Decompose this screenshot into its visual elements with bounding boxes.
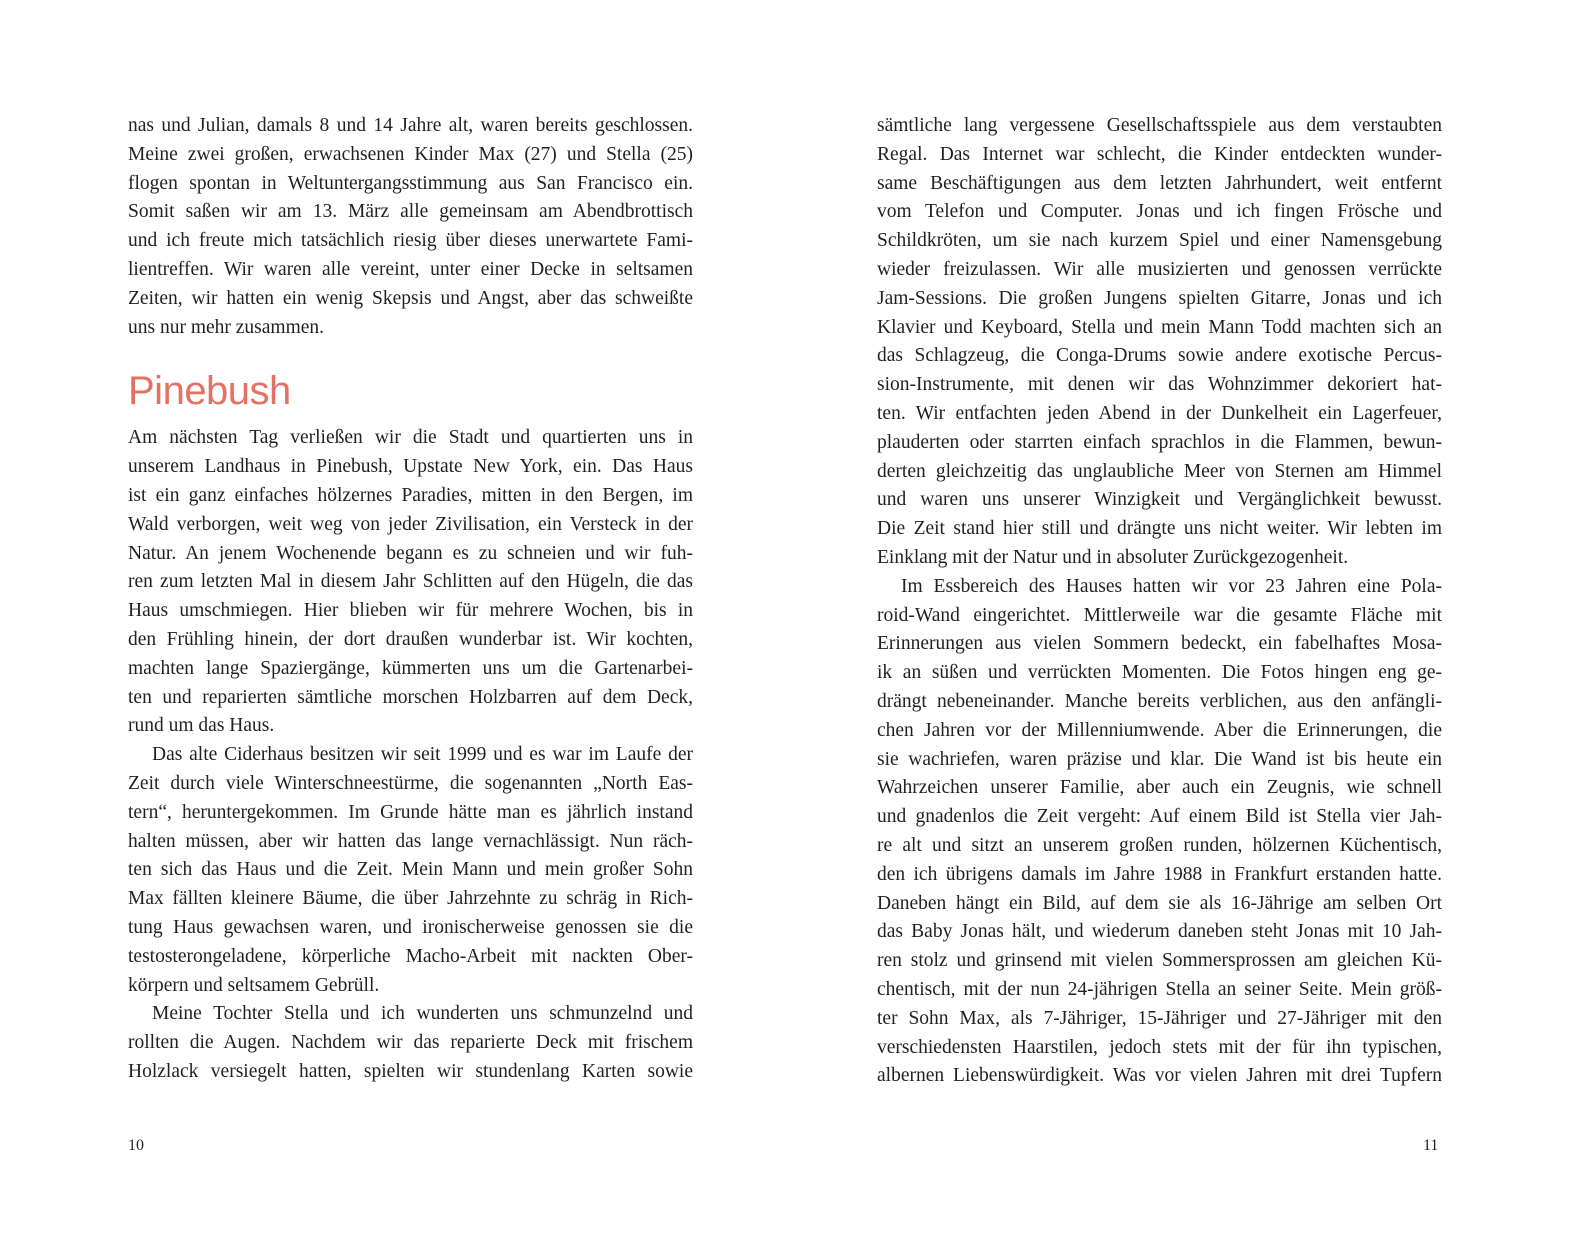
paragraph-stella bbox=[128, 1000, 693, 1086]
section-heading: Pinebush bbox=[128, 369, 291, 414]
paragraph-games bbox=[877, 112, 1442, 573]
text-line: Das alte Ciderhaus besitzen wir seit 1999 und es war im Laufe der bbox=[152, 744, 693, 766]
text-line: Zeit durch viele Winterschneestürme, die sogenannten „North Eas- bbox=[128, 772, 693, 794]
text-line: Jam-Sessions. Die großen Jungens spielten Gitarre, Jonas und ich bbox=[877, 287, 1442, 309]
text-line: uns nur mehr zusammen. bbox=[128, 316, 325, 338]
text-line: Am nächsten Tag verließen wir die Stadt und quartierten uns in bbox=[128, 427, 693, 449]
text-line: lientreffen. Wir waren alle vereint, unter einer Decke in seltsamen bbox=[128, 258, 693, 280]
text-line: ist ein ganz einfaches hölzernes Paradies, mitten in den Bergen, im bbox=[128, 484, 693, 506]
text-line: Meine Tochter Stella und ich wunderten uns schmunzelnd und bbox=[152, 1003, 693, 1025]
text-line: Meine zwei großen, erwachsenen Kinder Max (27) und Stella (25) bbox=[128, 143, 693, 165]
text-line: Klavier und Keyboard, Stella und mein Mann Todd machten sich an bbox=[877, 316, 1442, 338]
text-line: sion-Instrumente, mit denen wir das Wohnzimmer dekoriert hat- bbox=[877, 374, 1442, 396]
text-line: ten und reparierten sämtliche morschen Holzbarren auf dem Deck, bbox=[128, 686, 693, 708]
text-line: Zeiten, wir hatten ein wenig Skepsis und Angst, aber das schweißte bbox=[128, 287, 693, 309]
text-line: drängt nebeneinander. Manche bereits verblichen, aus den anfängli- bbox=[877, 690, 1442, 712]
text-line: chen Jahren vor der Millenniumwende. Aber die Erinnerungen, die bbox=[877, 719, 1442, 741]
text-line: wieder freizulassen. Wir alle musizierten und genossen verrückte bbox=[877, 258, 1442, 280]
text-line: ren zum letzten Mal in diesem Jahr Schlitten auf den Hügeln, die das bbox=[128, 571, 693, 593]
text-line: Einklang mit der Natur und in absoluter Zurückgezogenheit. bbox=[877, 546, 1349, 568]
intro-paragraph bbox=[128, 112, 693, 342]
text-line: und waren uns unserer Winzigkeit und Vergänglichkeit bewusst. bbox=[877, 489, 1442, 511]
text-line: körpern und seltsamem Gebrüll. bbox=[128, 974, 380, 996]
text-line: re alt und sitzt an unserem großen runden, hölzernen Küchentisch, bbox=[877, 834, 1442, 856]
text-line: nas und Julian, damals 8 und 14 Jahre alt, waren bereits geschlossen. bbox=[128, 115, 693, 136]
text-line: verschiedensten Haarstilen, jedoch stets mit der für ihn typischen, bbox=[877, 1036, 1442, 1058]
text-line: halten müssen, aber wir hatten das lange vernachlässigt. Nun räch- bbox=[128, 830, 693, 852]
text-line: und ich freute mich tatsächlich riesig über dieses unerwartete Fami- bbox=[128, 230, 693, 252]
text-line: Im Essbereich des Hauses hatten wir vor 23 Jahren eine Pola- bbox=[901, 575, 1442, 597]
paragraph-polaroid-wall bbox=[877, 573, 1442, 1091]
text-line: flogen spontan in Weltuntergangsstimmung aus San Francisco ein. bbox=[128, 172, 693, 194]
text-line: ten sich das Haus und die Zeit. Mein Mann und mein großer Sohn bbox=[128, 859, 693, 881]
text-line: Max fällten kleinere Bäume, die über Jahrzehnte zu schräg in Rich- bbox=[128, 888, 693, 910]
text-line: derten gleichzeitig das unglaubliche Meer von Sternen am Himmel bbox=[877, 460, 1442, 482]
text-line: ter Sohn Max, als 7-Jähriger, 15-Jähriger und 27-Jähriger mit den bbox=[877, 1007, 1442, 1029]
text-line: Wahrzeichen unserer Familie, aber auch ein Zeugnis, wie schnell bbox=[877, 777, 1442, 799]
text-line: Natur. An jenem Wochenende begann es zu schneien und wir fuh- bbox=[128, 542, 693, 564]
text-line: ren stolz und grinsend mit vielen Sommersprossen am gleichen Kü- bbox=[877, 950, 1442, 972]
text-line: Somit saßen wir am 13. März alle gemeinsam am Abendbrottisch bbox=[128, 201, 693, 223]
text-line: Schildkröten, um sie nach kurzem Spiel und einer Namensgebung bbox=[877, 230, 1442, 252]
text-line: und gnadenlos die Zeit vergeht: Auf einem Bild ist Stella vier Jah- bbox=[877, 806, 1442, 828]
text-line: Holzlack versiegelt hatten, spielten wir stundenlang Karten sowie bbox=[128, 1060, 693, 1082]
text-line: den Frühling hinein, der dort draußen wunderbar ist. Wir kochten, bbox=[128, 628, 693, 650]
text-line: testosterongeladene, körperliche Macho-Arbeit mit nackten Ober- bbox=[128, 945, 693, 967]
text-line: Erinnerungen aus vielen Sommern bedeckt, ein fabelhaftes Mosa- bbox=[877, 633, 1442, 655]
text-line: Die Zeit stand hier still und drängte uns nicht weiter. Wir lebten im bbox=[877, 518, 1442, 540]
text-line: tern“, heruntergekommen. Im Grunde hätte man es jährlich instand bbox=[128, 801, 693, 823]
text-line: chentisch, mit der nun 24-jährigen Stella an seiner Seite. Mein größ- bbox=[877, 978, 1442, 1000]
text-line: Wald verborgen, weit weg von jeder Zivilisation, ein Versteck in der bbox=[128, 513, 693, 535]
right-page-text bbox=[877, 112, 1442, 1091]
page-number-left: 10 bbox=[128, 1137, 144, 1154]
text-line: den ich übrigens damals im Jahre 1988 in Frankfurt erstanden hatte. bbox=[877, 863, 1442, 885]
left-page-text bbox=[128, 112, 693, 1087]
text-line: vom Telefon und Computer. Jonas und ich fingen Frösche und bbox=[877, 201, 1442, 223]
text-line: Haus umschmiegen. Hier blieben wir für mehrere Wochen, bis in bbox=[128, 600, 693, 622]
text-line: Daneben hängt ein Bild, auf dem sie als 16-Jährige am selben Ort bbox=[877, 892, 1442, 914]
page-number-right: 11 bbox=[1423, 1137, 1439, 1154]
text-line: das Baby Jonas hält, und wiederum daneben steht Jonas mit 10 Jah- bbox=[877, 921, 1442, 943]
text-line: roid-Wand eingerichtet. Mittlerweile war die gesamte Fläche mit bbox=[877, 604, 1442, 626]
paragraph-ciderhaus bbox=[128, 741, 693, 1000]
text-line: unserem Landhaus in Pinebush, Upstate New York, ein. Das Haus bbox=[128, 456, 693, 478]
text-line: Regal. Das Internet war schlecht, die Kinder entdeckten wunder- bbox=[877, 143, 1442, 165]
text-line: same Beschäftigungen aus dem letzten Jahrhundert, weit entfernt bbox=[877, 172, 1442, 194]
text-line: das Schlagzeug, die Conga-Drums sowie andere exotische Percus- bbox=[877, 345, 1442, 367]
text-line: sämtliche lang vergessene Gesellschaftsspiele aus dem verstaubten bbox=[877, 115, 1442, 136]
text-line: ten. Wir entfachten jeden Abend in der Dunkelheit ein Lagerfeuer, bbox=[877, 402, 1442, 424]
text-line: rund um das Haus. bbox=[128, 715, 275, 737]
text-line: ik an süßen und verrückten Momenten. Die Fotos hingen eng ge- bbox=[877, 662, 1442, 684]
text-line: plauderten oder starrten einfach sprachlos in die Flammen, bewun- bbox=[877, 431, 1442, 453]
paragraph-pinebush-1 bbox=[128, 424, 693, 741]
text-line: tung Haus gewachsen waren, und ironischerweise genossen sie die bbox=[128, 916, 693, 938]
text-line: albernen Liebenswürdigkeit. Was vor vielen Jahren mit drei Tupfern bbox=[877, 1065, 1442, 1087]
text-line: sie wachriefen, waren präzise und klar. Die Wand ist bis heute ein bbox=[877, 748, 1442, 770]
text-line: rollten die Augen. Nachdem wir das reparierte Deck mit frischem bbox=[128, 1032, 693, 1054]
text-line: machten lange Spaziergänge, kümmerten uns um die Gartenarbei- bbox=[128, 657, 693, 679]
